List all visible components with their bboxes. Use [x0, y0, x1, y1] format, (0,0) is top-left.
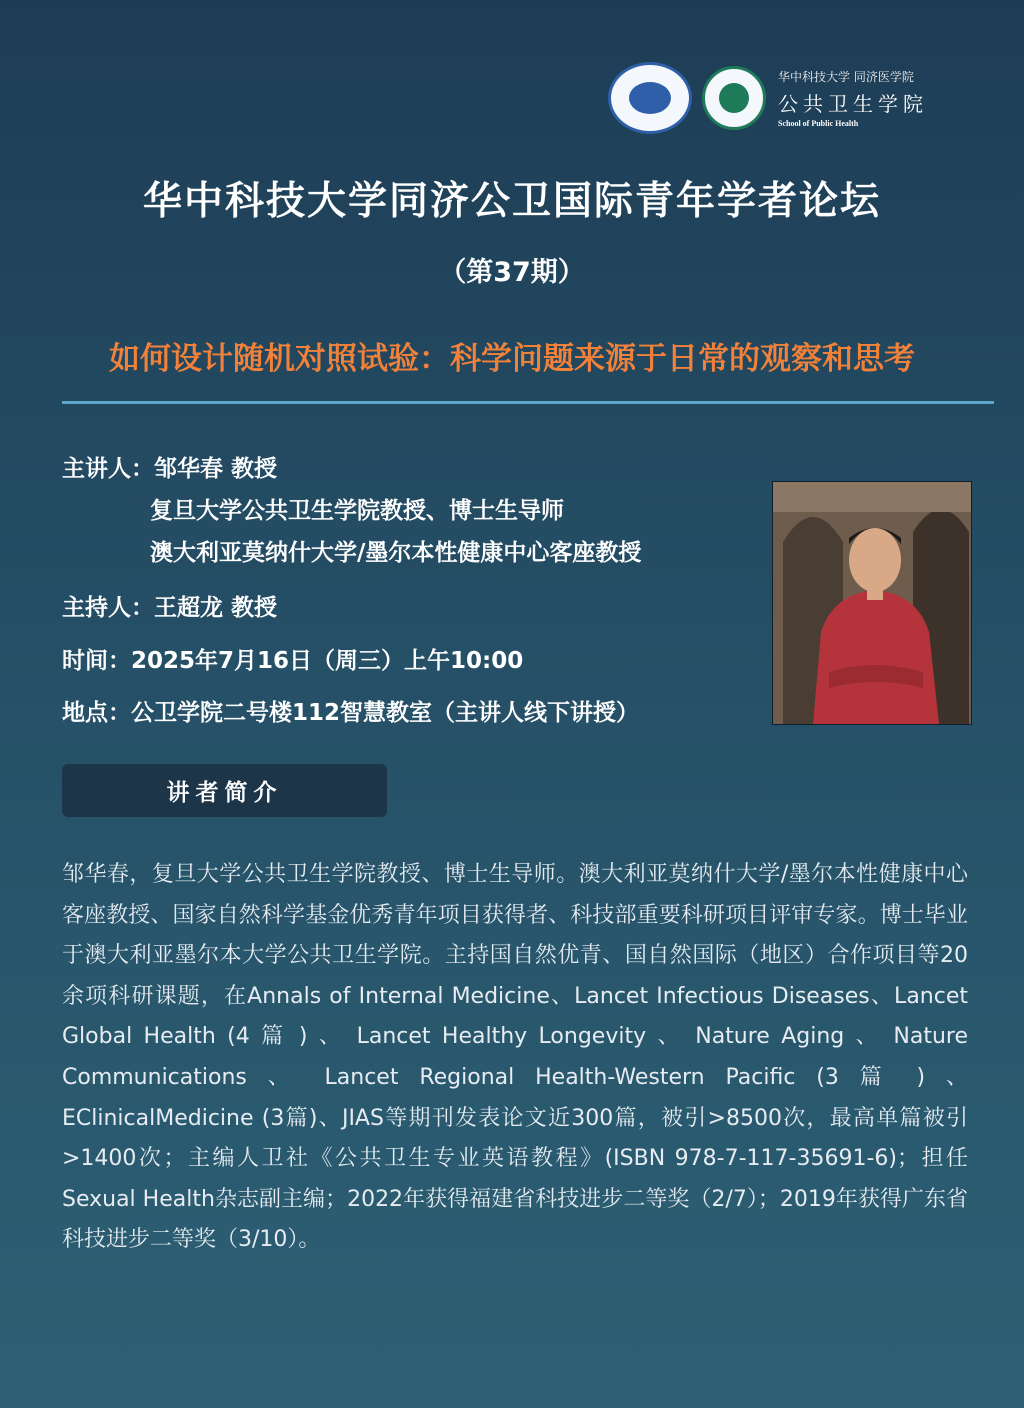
forum-title: 华中科技大学同济公卫国际青年学者论坛: [142, 179, 881, 224]
location-line: 地点：公卫学院二号楼112智慧教室（主讲人线下讲授）: [62, 700, 640, 726]
university-seal-logo: [608, 62, 692, 134]
speaker-intro-header: 讲者简介: [62, 764, 387, 817]
medical-college-seal-logo: [702, 66, 766, 130]
school-logo-line3: School of Public Health: [778, 119, 859, 128]
speaker-line: 主讲人：邹华春 教授: [62, 456, 278, 482]
time-line: 时间：2025年7月16日（周三）上午10:00: [62, 648, 524, 674]
issue-number: （第37期）: [439, 257, 585, 288]
caduceus-emblem-icon: [719, 83, 749, 113]
school-logo-text: [778, 68, 928, 128]
lecture-title: 如何设计随机对照试验：科学问题来源于日常的观察和思考: [109, 341, 915, 377]
host-line: 主持人：王超龙 教授: [62, 595, 278, 621]
speaker-affiliation-1: 复旦大学公共卫生学院教授、博士生导师: [150, 498, 564, 524]
seal-emblem-icon: [629, 82, 671, 114]
logo-group: [608, 62, 928, 134]
speaker-bio: 邹华春，复旦大学公共卫生学院教授、博士生导师。澳大利亚莫纳什大学/墨尔本性健康中心客座教授、国家自然科学基金优秀青年项目获得者、科技部重要科研项目评审专家。博士毕业于澳大利亚墨尔本大学公共卫生学院。主持国自然优青、国自然国际（地区）合作项目等20余项科研课题，在Annals of Internal Medicine、Lancet Infectious Diseases、Lancet Global Health (4 篇 ) 、 Lancet Healthy Longevity 、 Nature Aging 、 Nature Communications 、 Lancet Regional Health-Western Pacific (3 篇 ) 、EClinicalMedicine (3篇)、JIAS等期刊发表论文近300篇，被引>8500次，最高单篇被引>1400次；主编人卫社《公共卫生专业英语教程》(ISBN 978-7-117-35691-6)；担任Sexual Health杂志副主编；2022年获得福建省科技进步二等奖（2/7）；2019年获得广东省科技进步二等奖（3/10）。: [62, 862, 968, 1253]
speaker-photo: [772, 481, 972, 725]
school-logo-line2: 公共卫生学院: [778, 92, 928, 116]
school-logo-line1: 华中科技大学 同济医学院: [778, 70, 914, 84]
speaker-affiliation-2: 澳大利亚莫纳什大学/墨尔本性健康中心客座教授: [150, 540, 642, 566]
title-divider: [62, 401, 994, 404]
